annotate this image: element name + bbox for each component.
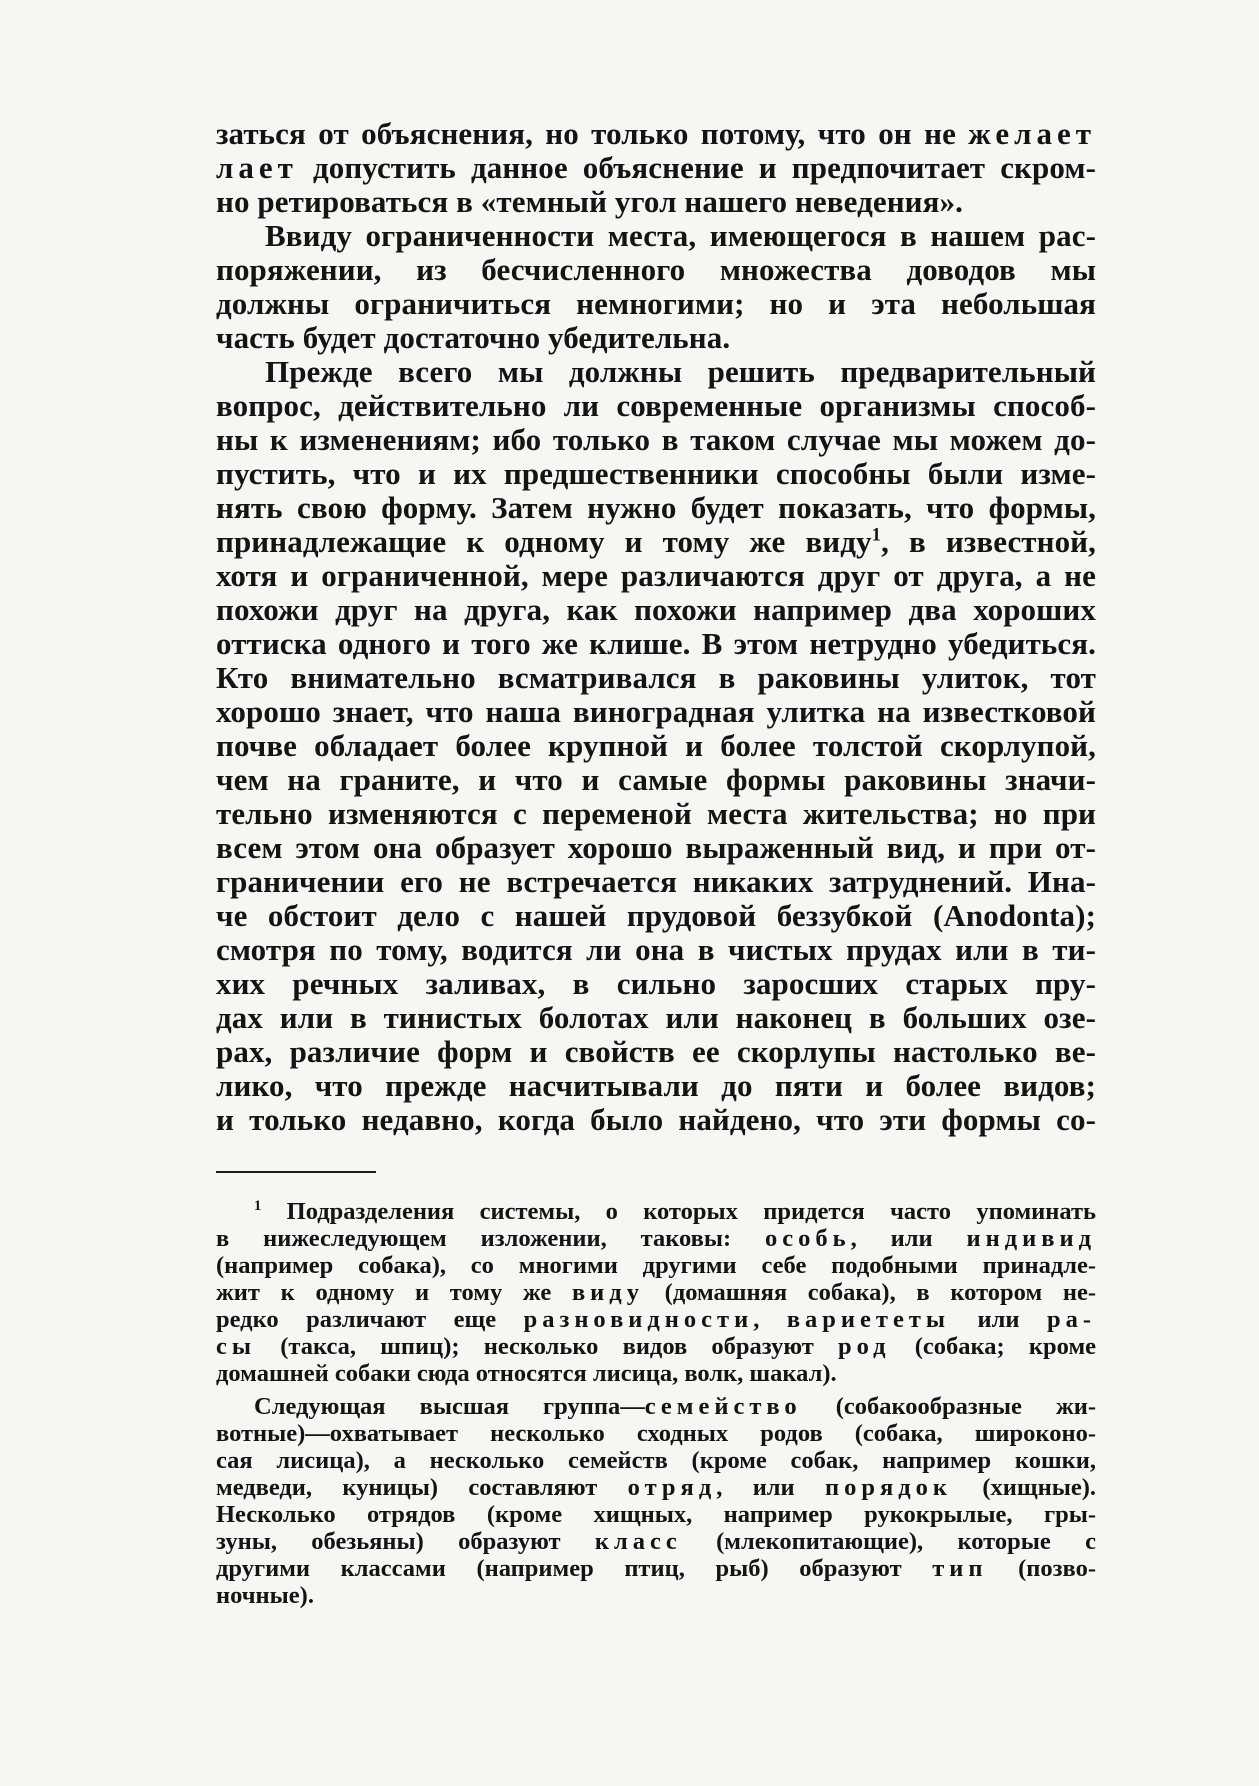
- main-line: [216, 559, 1096, 593]
- main-line: [216, 389, 1096, 423]
- line-text: (хищные).: [952, 1474, 1096, 1501]
- footnote-line: [216, 1333, 1096, 1360]
- main-line: [216, 253, 1096, 287]
- line-text: чем на граните, и что и самые формы раковины значи-: [216, 762, 1096, 797]
- spaced-term: индивид: [966, 1225, 1096, 1252]
- spaced-term: вариететы: [786, 1306, 950, 1333]
- main-line: [216, 1103, 1096, 1137]
- spaced-term: желает: [968, 116, 1096, 151]
- line-text: ночные).: [216, 1582, 314, 1609]
- footnote-block: [216, 1198, 1096, 1609]
- spaced-term: ра-: [1046, 1306, 1096, 1333]
- line-text: медведи, куницы) составляют: [216, 1474, 628, 1501]
- line-text: граничении его не встречается никаких затруднений. Ина-: [216, 864, 1096, 899]
- footnote-line: [216, 1225, 1096, 1252]
- line-text: жит к одному и тому же: [216, 1279, 572, 1306]
- line-text: но ретироваться в «темный угол нашего неведения».: [216, 184, 963, 219]
- line-text: допустить данное объяснение и предпочитает скром-: [297, 150, 1096, 185]
- line-text: , в известной,: [881, 524, 1096, 559]
- line-text: рах, различие форм и свойств ее скорлупы настолько ве-: [216, 1034, 1096, 1069]
- main-line: [216, 899, 1096, 933]
- main-line: [216, 661, 1096, 695]
- line-text: смотря по тому, водится ли она в чистых прудах или в ти-: [216, 932, 1096, 967]
- line-text: че обстоит дело с нашей прудовой беззубкой (Anodonta);: [216, 898, 1096, 933]
- line-text: вотные)—охватывает несколько сходных родов (собака, широконо-: [216, 1420, 1096, 1447]
- line-text: (например собака), со многими другими себе подобными принадле-: [216, 1252, 1096, 1279]
- footnote-line: [216, 1393, 1096, 1420]
- line-text: (собака; кроме: [890, 1333, 1097, 1360]
- line-text: хих речных заливах, в сильно заросших старых пру-: [216, 966, 1096, 1001]
- spaced-term: тип: [932, 1555, 988, 1582]
- line-text: принадлежащие к одному и тому же виду: [216, 524, 872, 559]
- line-text: , или: [850, 1225, 967, 1252]
- line-text: (позво-: [987, 1555, 1096, 1582]
- main-text-block: [216, 117, 1096, 1137]
- footnote-line: [216, 1420, 1096, 1447]
- line-text: Ввиду ограниченности места, имеющегося в нашем рас-: [265, 218, 1096, 253]
- line-text: нять свою форму. Затем нужно будет показать, что формы,: [216, 490, 1096, 525]
- footnote-line: [216, 1447, 1096, 1474]
- main-line: [216, 1001, 1096, 1035]
- line-text: сая лисица), а несколько семейств (кроме собак, например кошки,: [216, 1447, 1096, 1474]
- line-text: заться от объяснения, но только потому, что он не: [216, 116, 969, 151]
- line-text: зуны, обезьяны) образуют: [216, 1528, 595, 1555]
- line-text: в нижеследующем изложении, таковы:: [216, 1225, 766, 1252]
- spaced-term: семейство: [644, 1393, 802, 1420]
- main-line: [216, 219, 1096, 253]
- line-text: и только недавно, когда было найдено, что эти формы со-: [216, 1102, 1096, 1137]
- line-text: Несколько отрядов (кроме хищных, например рукокрылые, гры-: [216, 1501, 1096, 1528]
- main-line: [216, 729, 1096, 763]
- line-text: (собакообразные жи-: [801, 1393, 1096, 1420]
- footnote-line: [216, 1306, 1096, 1333]
- line-text: Кто внимательно всматривался в раковины улиток, тот: [216, 660, 1096, 695]
- spaced-term: сы: [216, 1333, 257, 1360]
- line-text: должны ограничиться немногими; но и эта небольшая: [216, 286, 1096, 321]
- footnote-line: [216, 1474, 1096, 1501]
- spaced-term: класс: [594, 1528, 682, 1555]
- spaced-term: виду: [571, 1279, 644, 1306]
- main-line: [216, 457, 1096, 491]
- main-line: [216, 593, 1096, 627]
- line-text: ны к изменениям; ибо только в таком случае мы можем до-: [216, 422, 1096, 457]
- footnote-line: [216, 1360, 1096, 1387]
- main-line: [216, 695, 1096, 729]
- main-line: [216, 287, 1096, 321]
- main-line: [216, 491, 1096, 525]
- main-line: [216, 763, 1096, 797]
- main-line: [216, 321, 1096, 355]
- main-line: [216, 967, 1096, 1001]
- main-line: [216, 185, 1096, 219]
- line-text: Подразделения системы, о которых придется часто упоминать: [261, 1198, 1096, 1225]
- main-line: [216, 423, 1096, 457]
- spaced-term: род: [838, 1333, 891, 1360]
- line-text: Следующая высшая группа—: [254, 1393, 645, 1420]
- footnote-line: [216, 1501, 1096, 1528]
- footnote-line: [216, 1555, 1096, 1582]
- line-text: вопрос, действительно ли современные организмы способ-: [216, 388, 1096, 423]
- main-line: [216, 117, 1096, 151]
- line-text: хорошо знает, что наша виноградная улитка на известковой: [216, 694, 1096, 729]
- footnote-marker: 1: [871, 524, 882, 546]
- spaced-term: лает: [216, 150, 298, 185]
- line-text: редко различают еще: [216, 1306, 524, 1333]
- main-line: [216, 1069, 1096, 1103]
- line-text: почве обладает более крупной и более толстой скорлупой,: [216, 728, 1096, 763]
- line-text: (такса, шпиц); несколько видов образуют: [256, 1333, 838, 1360]
- main-line: [216, 865, 1096, 899]
- line-text: или: [950, 1306, 1047, 1333]
- main-line: [216, 151, 1096, 185]
- line-text: домашней собаки сюда относятся лисица, волк, шакал).: [216, 1360, 837, 1387]
- spaced-term: особь: [765, 1225, 851, 1252]
- footnote-line: [216, 1582, 1096, 1609]
- main-line: [216, 933, 1096, 967]
- line-text: , или: [716, 1474, 826, 1501]
- main-line: [216, 797, 1096, 831]
- spaced-term: отряд: [627, 1474, 717, 1501]
- line-text: тельно изменяются с переменой места жительства; но при: [216, 796, 1096, 831]
- line-text: часть будет достаточно убедительна.: [216, 320, 731, 355]
- line-text: (домашняя собака), в котором не-: [643, 1279, 1096, 1306]
- main-line: [216, 355, 1096, 389]
- footnote-separator-rule: [216, 1171, 376, 1173]
- line-text: пустить, что и их предшественники способны были изме-: [216, 456, 1096, 491]
- footnote-marker: 1: [254, 1197, 262, 1214]
- line-text: поряжении, из бесчисленного множества доводов мы: [216, 252, 1096, 287]
- line-text: хотя и ограниченной, мере различаются друг от друга, а не: [216, 558, 1096, 593]
- spaced-term: разновидности: [523, 1306, 754, 1333]
- line-text: ,: [753, 1306, 787, 1333]
- footnote-line: [216, 1279, 1096, 1306]
- main-line: [216, 831, 1096, 865]
- line-text: другими классами (например птиц, рыб) образуют: [216, 1555, 933, 1582]
- main-line: [216, 1035, 1096, 1069]
- footnote-line: [216, 1528, 1096, 1555]
- line-text: Прежде всего мы должны решить предварительный: [265, 354, 1096, 389]
- main-line: [216, 627, 1096, 661]
- footnote-line: [216, 1198, 1096, 1225]
- spaced-term: порядок: [825, 1474, 953, 1501]
- line-text: лико, что прежде насчитывали до пяти и более видов;: [216, 1068, 1096, 1103]
- main-line: [216, 525, 1096, 559]
- line-text: оттиска одного и того же клише. В этом нетрудно убедиться.: [216, 626, 1096, 661]
- line-text: всем этом она образует хорошо выраженный вид, и при от-: [216, 830, 1096, 865]
- footnote-line: [216, 1252, 1096, 1279]
- line-text: (млекопитающие), которые с: [681, 1528, 1096, 1555]
- line-text: похожи друг на друга, как похожи например два хороших: [216, 592, 1096, 627]
- line-text: дах или в тинистых болотах или наконец в больших озе-: [216, 1000, 1096, 1035]
